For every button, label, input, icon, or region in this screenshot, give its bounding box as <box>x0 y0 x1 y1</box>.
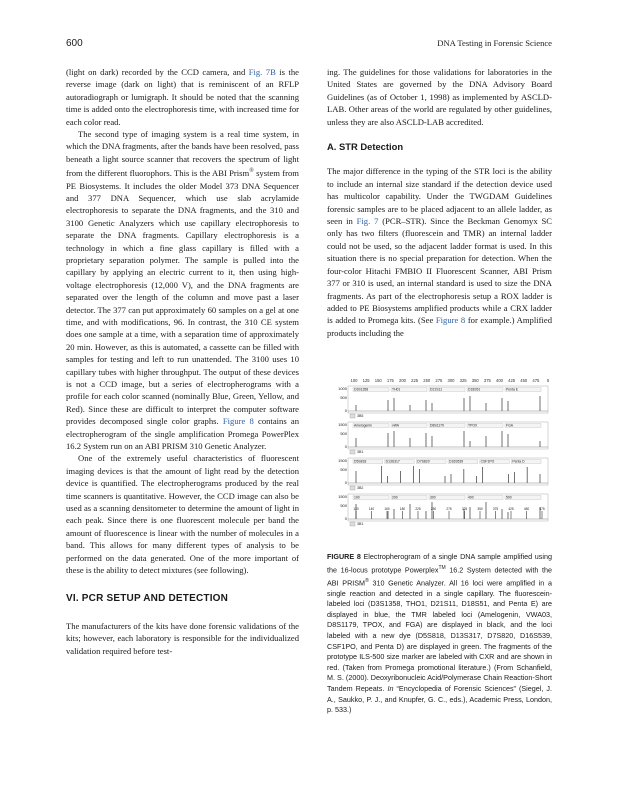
locus-label: 400 <box>468 495 474 500</box>
size-standard-label: 425 <box>508 507 514 511</box>
y-axis-zero-label: 0 <box>344 408 347 413</box>
right-column <box>327 66 552 339</box>
section-heading: VI. PCR SETUP AND DETECTION <box>66 592 229 604</box>
size-standard-label: 180 <box>399 507 406 511</box>
y-axis-mid-label: 500 <box>340 503 347 508</box>
y-axis-mid-label: 500 <box>340 431 347 436</box>
figure-caption: FIGURE 8 Electropherogram of a single DNA sample amplified using the 16-locus prototype Powerplex™ 16.2 System detected with the ABI PRISM® 310 Genetic Analyzer. All 16 loci were amplified in a single reaction and detected in a single capillary. The fluorescein-labeled loci (D3S1358, THO1, D21S11, D18S51, and Penta E) are displayed in blue, the TMR labeled loci (Amelogenin, VWA03, D8S1179, TPOX, and FGA) are displayed in black, and the loci labeled with a new dye (D5S818, D13S317, D7S820, D16S539, CSF1PO, and Penta D) are displayed in green. The fragments of the prototype ILS-500 size marker are labeled with CXR and are shown in red. (Taken from Promega promotional literature.) (From Schanfield, M. S. (2000). Deoxyribonucleic Acid/Polymerase Chain Reaction-Short Tandem Repeats. In “Encyclopedia of Forensic Sciences” (Siegel, J. A., Saukko, P. J., and Knupfer, G. C., eds.), Academic Press, London, p. 533.) <box>327 552 552 715</box>
paragraph: The second type of imaging system is a real time system, in which the DNA fragments, after the bands have been resolved, pass beneath a light source scanner that recovers the spectrum of light from the different fluorophors. This is the ABI Prism® system from PE Biosystems. It includes the older Model 373 DNA Sequencer and 377 DNA Sequencer, which use slab acrylamide electrophoresis to separate the DNA fragments, and the 310 and 3100 Genetic Analyzers which use capillary electrophoresis to separate the DNA fragments. Capillary electrophoresis is a technology in which a fine glass capillary is filled with a proprietary separation polymer. The sample is pulled into the capillary by applying an electric current to it, then using high-voltage electrophoresis (12,000 V), and the DNA fragments are separated over the length of the column and move past a laser detector. The 377 can put approximately 60 samples on a gel at one time, and with modifications, 96. In contrast, the 310 CE system does one sample at a time, with a separation time of approximately 20 min. However, as this is automated, a cassette can be filled with samples for testing and left to run unattended. The 3100 uses 10 capillary tubes with higher throughput. The output of these devices is not a CCD image, but a series of electropherograms with a profile for each color scanned (nominally Blue, Green, Yellow, and Red). Since these are difficult to interpret the computer software provides decomposed single color graphs. Figure 8 contains an electropherogram of the single amplification Promega PowerPlex 16.2 System run on an ABI PRISM 310 Genetic Analyzer. <box>66 129 299 452</box>
paragraph: (light on dark) recorded by the CCD camera, and Fig. 7B is the reverse image (dark on light) that is reminiscent of an RFLP autoradiograph or lumigraph. It should be noted that the scanning time is added onto the electrophoresis time, with increased time for each color read. <box>66 67 299 127</box>
subsection-heading: A. STR Detection <box>327 141 404 153</box>
size-standard-label: 160 <box>384 507 390 511</box>
size-standard-label: 250 <box>430 507 437 511</box>
y-axis-zero-label: 0 <box>344 444 347 449</box>
scale-tick-label: 5 <box>546 378 550 383</box>
y-axis-mid-label: 500 <box>340 467 347 472</box>
running-title: DNA Testing in Forensic Science <box>437 38 552 48</box>
y-axis-zero-label: 0 <box>344 480 347 485</box>
scale-tick-label: 475 <box>532 378 540 383</box>
electropherogram-figure <box>332 377 552 535</box>
locus-label: FGA <box>506 423 513 428</box>
y-axis-mid-label: 500 <box>340 395 347 400</box>
y-axis-zero-label: 0 <box>344 516 347 521</box>
locus-label: TPOX <box>468 423 478 428</box>
page-header <box>66 38 552 52</box>
size-standard-label: 225 <box>415 507 421 511</box>
dye-swatch <box>350 486 355 490</box>
y-axis-max-label: 1500 <box>338 494 347 499</box>
size-standard-label: 350 <box>477 507 483 511</box>
locus-label: 200 <box>392 495 398 500</box>
size-standard-label: 375 <box>492 507 499 511</box>
dye-tag-label: 3B1 <box>357 450 364 455</box>
locus-label: TH01 <box>392 387 401 392</box>
locus-label: Penta D <box>512 459 525 464</box>
scale-tick-label: 350 <box>471 378 479 383</box>
figure-link[interactable]: Fig. 7 <box>356 216 379 227</box>
locus-label: vWA <box>392 423 400 428</box>
dye-tag-label: 3B5 <box>357 414 364 419</box>
figure-link[interactable]: Fig. 7B <box>248 67 276 77</box>
locus-label: CSF1PO <box>480 459 495 464</box>
size-standard-label: 140 <box>368 507 375 511</box>
paragraph: One of the extremely useful characteristics of fluorescent imaging devices is that the amount of light read by the detection device is quantified. The electropherograms produced by the real time scanners is quantitative. However, the CCD image can also be used as a scanning densitometer to determine the amount of light in each peak. Since there is one fluorescent molecule per band the amount of fluorescence is linear with the number of molecules in a band. This allows for many different types of analysis to be performed on the data generated. One of the more important of these is the ability to detect mixtures (see following). <box>66 453 299 576</box>
dye-swatch <box>350 414 355 418</box>
scale-tick-label: 450 <box>520 378 528 383</box>
size-standard-label: 475 <box>539 507 545 511</box>
locus-label: D21S11 <box>430 387 443 392</box>
figure-link[interactable]: Figure 8 <box>222 416 254 427</box>
size-standard-label: 450 <box>523 507 530 511</box>
figure-link[interactable]: Figure 8 <box>435 315 466 326</box>
scale-tick-label: 100 <box>350 378 358 383</box>
scale-tick-label: 200 <box>399 378 406 383</box>
left-column <box>66 66 299 657</box>
size-standard-label: 325 <box>461 507 468 511</box>
locus-label: 500 <box>506 495 512 500</box>
dye-tag-label: 3B2 <box>357 486 364 491</box>
page-number: 600 <box>66 38 83 49</box>
y-axis-max-label: 1500 <box>338 422 347 427</box>
size-standard-label: 120 <box>353 507 359 511</box>
scale-tick-label: 150 <box>374 378 382 383</box>
scale-tick-label: 275 <box>435 378 443 383</box>
scale-tick-label: 400 <box>496 378 503 383</box>
locus-label: Amelogenin <box>354 423 372 428</box>
locus-label: D16S539 <box>449 459 464 464</box>
paragraph: ing. The guidelines for those validations for laboratories in the United States are governed by the DNA Advisory Board Guidelines (as of October 1, 1998) as implemented by ASCLD-LAB. Other areas of the world are regulated by other guidelines, unless they are also ASCLD-LAB accredited. <box>327 67 552 127</box>
y-axis-max-label: 1000 <box>338 386 347 391</box>
dye-swatch <box>350 450 355 454</box>
scale-tick-label: 250 <box>423 378 431 383</box>
locus-label: 300 <box>430 495 436 500</box>
locus-label: D3S1358 <box>354 387 369 392</box>
locus-label: D8S1179 <box>430 423 444 428</box>
scale-tick-label: 175 <box>386 378 394 383</box>
dye-tag-label: 3B1 <box>357 522 364 527</box>
scale-tick-label: 125 <box>362 378 370 383</box>
scale-tick-label: 425 <box>508 378 516 383</box>
locus-label: D7S820 <box>417 459 430 464</box>
locus-label: D13S317 <box>385 459 400 464</box>
dye-swatch <box>350 522 355 526</box>
locus-label: 100 <box>354 495 360 500</box>
size-standard-label: 275 <box>446 507 452 511</box>
locus-label: D18S51 <box>468 387 481 392</box>
scale-tick-label: 300 <box>447 378 455 383</box>
paragraph: The major difference in the typing of the STR loci is the ability to include an internal size standard if the detection device used has multicolor capability. Under the TWGDAM Guidelines forensic samples are to be placed adjacent to an allele ladder, as seen in Fig. 7 (PCR–STR). Since the Beckman Genomyx SC only has two filters (fluorescein and TMR) an internal ladder could not be used, so the adjacent ladder format is used. In this situation there is no special preparation for detection. When the four-color Hitachi FMBIO II Fluorescent Scanner, ABI Prism 377 or 310 is used, an internal standard is used to size the DNA fragments. As part of the electrophoresis setup a ROX ladder is added to PE Biosystems amplified products while a CRX ladder is added to Promega kits. (See Figure 8 for example.) Amplified products including the <box>327 166 552 338</box>
scale-tick-label: 325 <box>459 378 467 383</box>
electropherogram-plot <box>332 377 552 535</box>
scale-tick-label: 225 <box>411 378 419 383</box>
locus-label: D5S818 <box>354 459 367 464</box>
paragraph: The manufacturers of the kits have done forensic validations of the kits; however, each laboratory is responsible for the individualized validation required before test- <box>66 620 299 656</box>
y-axis-max-label: 1500 <box>338 458 347 463</box>
scale-tick-label: 375 <box>483 378 491 383</box>
figure-label: FIGURE 8 <box>327 552 361 561</box>
locus-label: Penta E <box>506 387 519 392</box>
